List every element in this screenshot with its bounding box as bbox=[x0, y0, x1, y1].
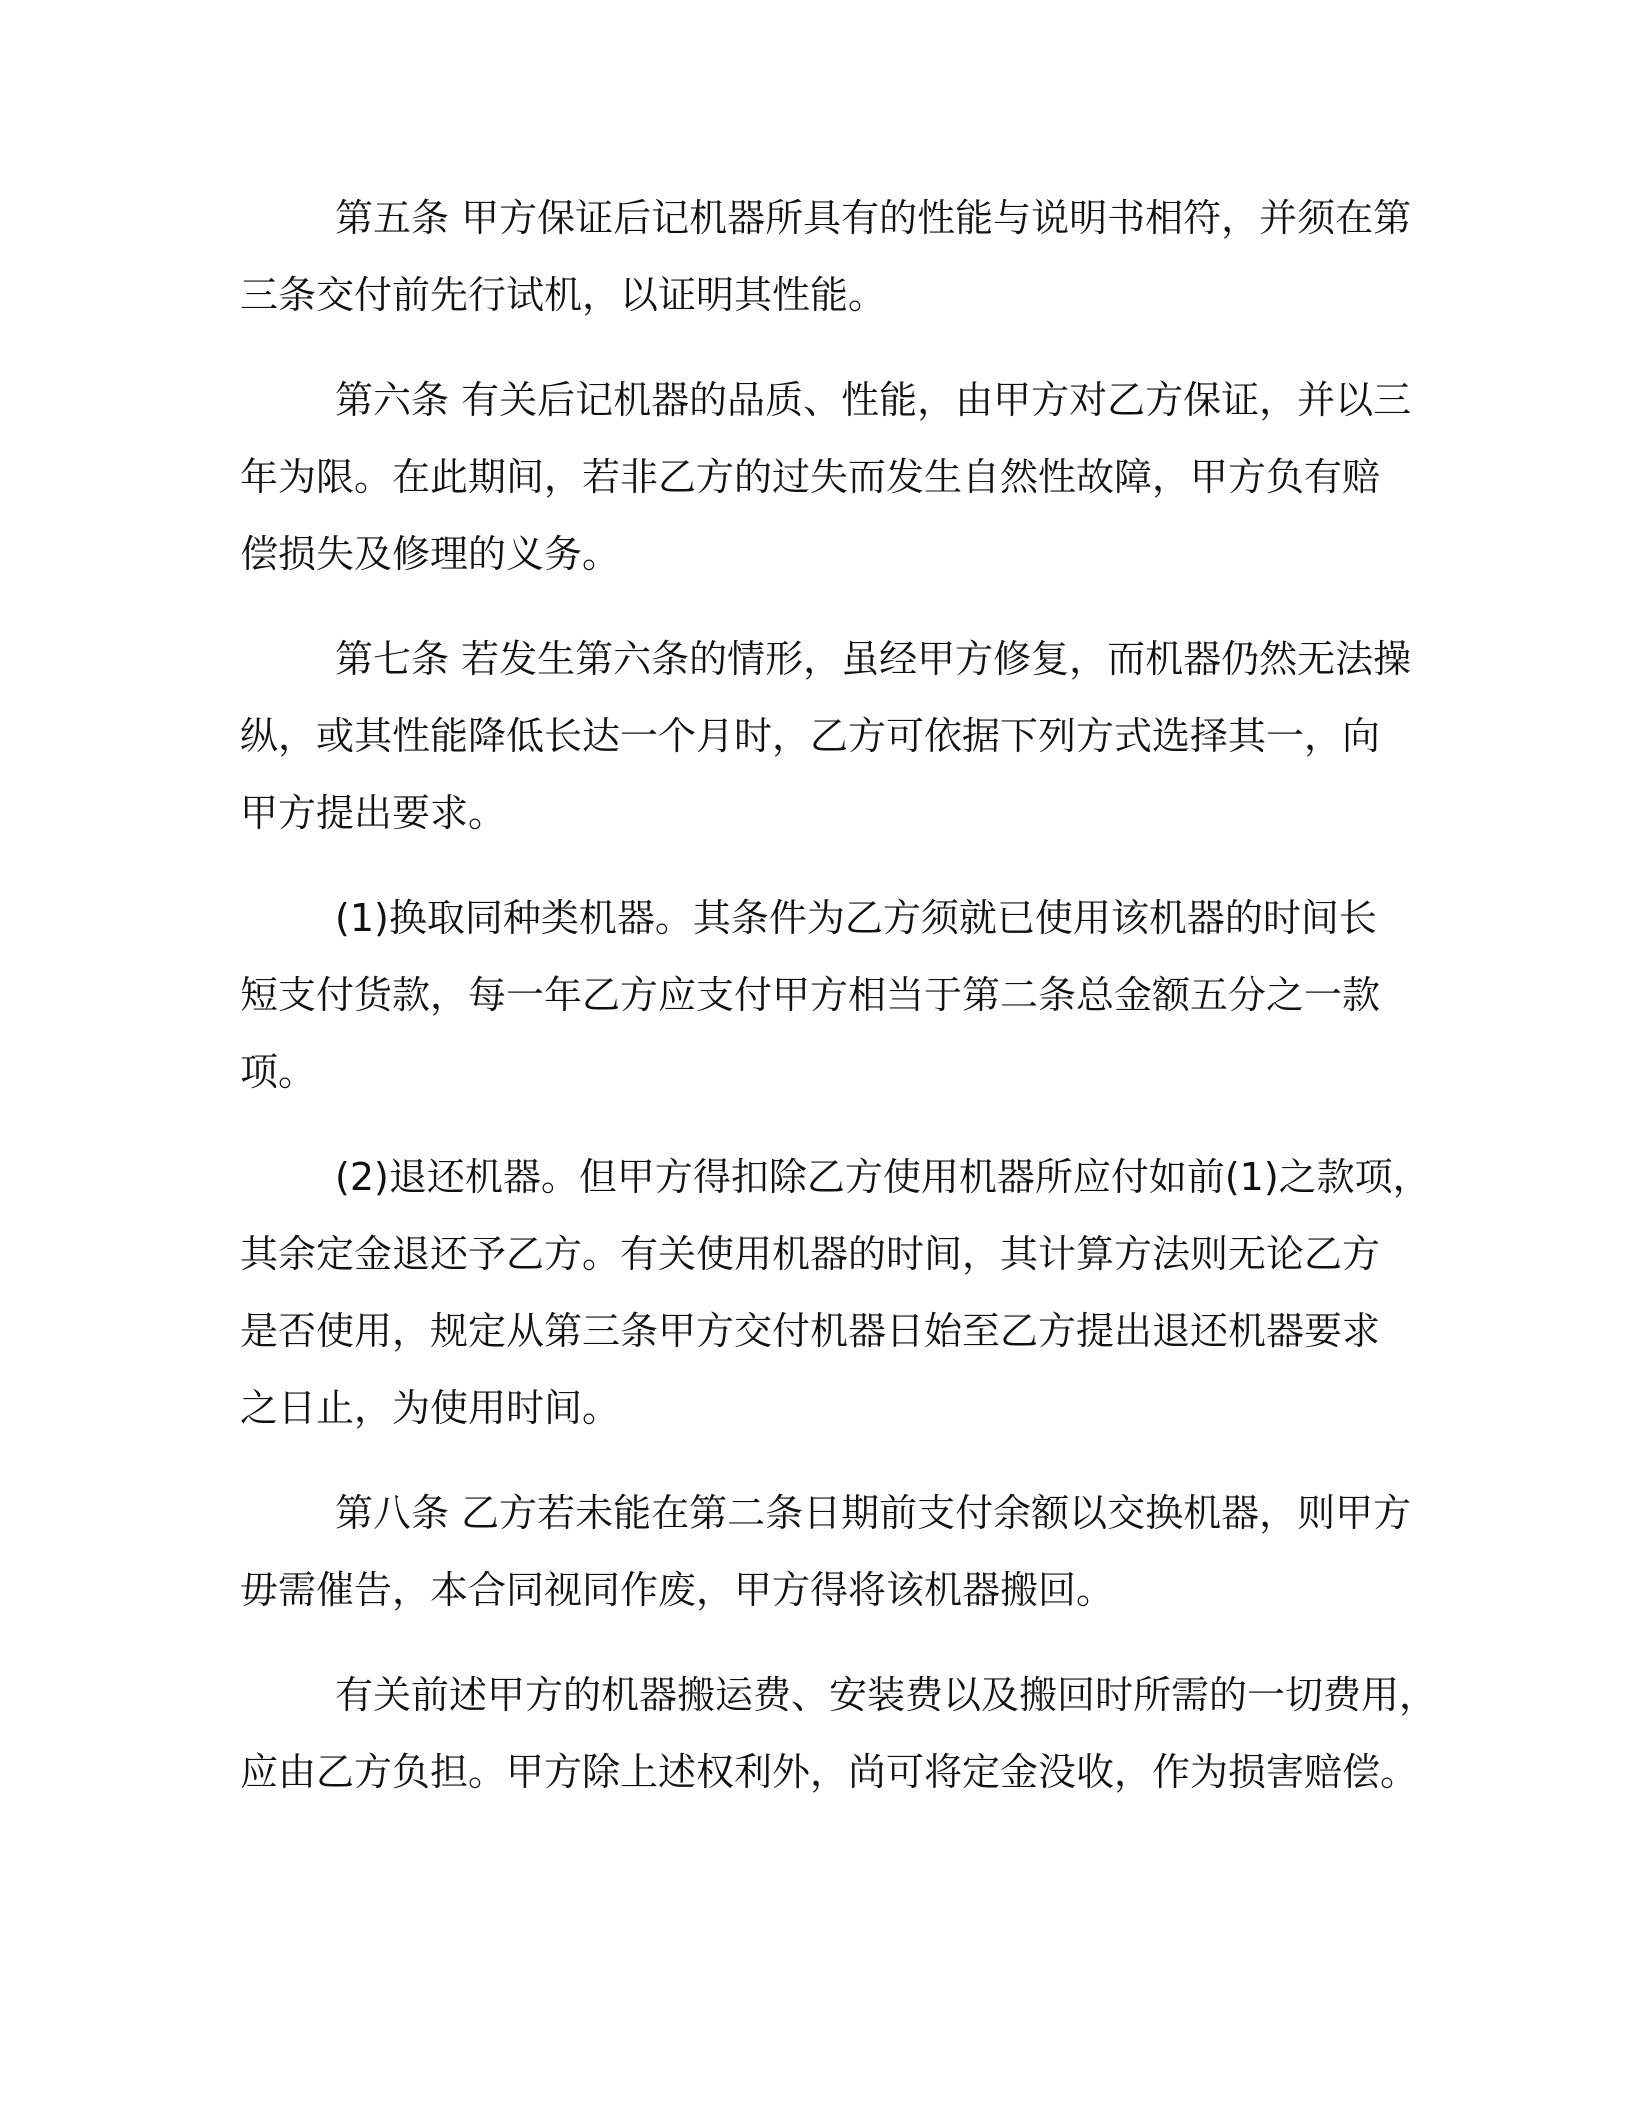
text-line: (2)退还机器。但甲方得扣除乙方使用机器所应付如前(1)之款项， bbox=[335, 1155, 1431, 1199]
text-line: 应由乙方负担。甲方除上述权利外，尚可将定金没收，作为损害赔偿。 bbox=[240, 1750, 1419, 1794]
text-line: 有关前述甲方的机器搬运费、安装费以及搬回时所需的一切费用， bbox=[335, 1673, 1438, 1717]
text-line: (1)换取同种类机器。其条件为乙方须就已使用该机器的时间长 bbox=[335, 896, 1377, 940]
text-line: 偿损失及修理的义务。 bbox=[240, 532, 621, 576]
paragraph-costs bbox=[240, 1657, 1438, 1811]
document-body bbox=[240, 180, 1438, 1839]
paragraph-article-6 bbox=[240, 362, 1412, 593]
paragraph-option-2 bbox=[240, 1139, 1431, 1447]
text-line: 项。 bbox=[240, 1050, 317, 1094]
text-line: 短支付货款，每一年乙方应支付甲方相当于第二条总金额五分之一款 bbox=[240, 973, 1381, 1017]
text-line: 年为限。在此期间，若非乙方的过失而发生自然性故障，甲方负有赔 bbox=[240, 455, 1381, 499]
text-line: 甲方提出要求。 bbox=[240, 791, 507, 835]
text-line: 毋需催告，本合同视同作废，甲方得将该机器搬回。 bbox=[240, 1568, 1115, 1612]
text-line: 第五条 甲方保证后记机器所具有的性能与说明书相符，并须在第 bbox=[335, 196, 1412, 240]
paragraph-article-7 bbox=[240, 621, 1412, 852]
text-line: 之日止，为使用时间。 bbox=[240, 1386, 621, 1430]
text-line: 是否使用，规定从第三条甲方交付机器日始至乙方提出退还机器要求 bbox=[240, 1309, 1381, 1353]
text-line: 纵，或其性能降低长达一个月时，乙方可依据下列方式选择其一，向 bbox=[240, 714, 1381, 758]
paragraph-option-1 bbox=[240, 880, 1400, 1111]
text-line: 其余定金退还予乙方。有关使用机器的时间，其计算方法则无论乙方 bbox=[240, 1232, 1381, 1276]
paragraph-article-5 bbox=[240, 180, 1412, 334]
text-line: 三条交付前先行试机，以证明其性能。 bbox=[240, 273, 887, 317]
text-line: 第八条 乙方若未能在第二条日期前支付余额以交换机器，则甲方 bbox=[335, 1491, 1412, 1535]
text-line: 第六条 有关后记机器的品质、性能，由甲方对乙方保证，并以三 bbox=[335, 378, 1412, 422]
text-line: 第七条 若发生第六条的情形，虽经甲方修复，而机器仍然无法操 bbox=[335, 637, 1412, 681]
paragraph-article-8 bbox=[240, 1475, 1412, 1629]
